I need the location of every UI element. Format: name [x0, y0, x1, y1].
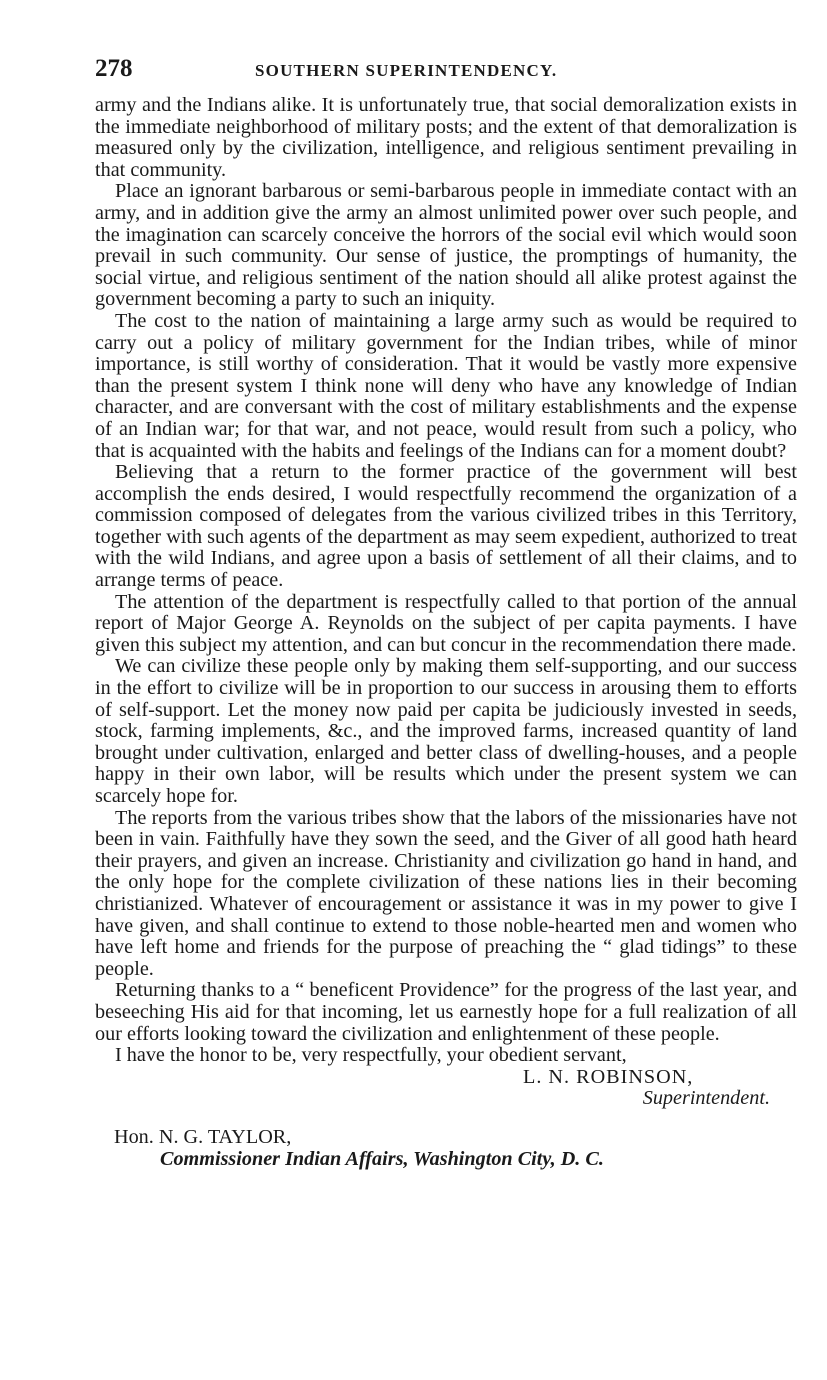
closing-line: I have the honor to be, very respectfully, your obedient servant,: [115, 1044, 627, 1067]
paragraph-7: The reports from the various tribes show that the labors of the missionaries have not been in vain. Faithfully have they sown the seed, and the Giver of all good hath heard their prayers, and given an increase. Christianity and civilization go hand in hand, and the only hope for the complete civilization of these nations lies in their becoming christianized. Whatever of encouragement or assistance it was in my power to give I have given, and shall continue to extend to those noble-hearted men and women who have left home and friends for the purpose of preaching the “ glad tidings” to these people.: [95, 806, 797, 980]
running-head: [95, 55, 797, 87]
body-text: [95, 95, 797, 1045]
page-number: 278: [95, 55, 133, 82]
paragraph-2: Place an ignorant barbarous or semi-barbarous people in immediate contact with an army, and in addition give the army an almost unlimited power over such people, and the imagination can scarcely conceive the horrors of the social evil which would soon prevail in such community. Our sense of justice, the promptings of humanity, the social virtue, and religious sentiment of the nation should all alike protest against the government becoming a party to such an iniquity.: [95, 180, 797, 311]
addressee-title: Commissioner Indian Affairs, Washington City, D. C.: [160, 1147, 604, 1170]
paragraph-3: The cost to the nation of maintaining a large army such as would be required to carry out a policy of military government for the Indian tribes, while of minor importance, is still worthy of consideration. That it would be vastly more expensive than the present system I think none will deny who have any knowledge of Indian character, and are conversant with the cost of military establishments and the expense of an Indian war; for that war, and not peace, would result from such a policy, who that is acquainted with the habits and feelings of the Indians can for a moment doubt?: [95, 309, 797, 462]
paragraph-1: army and the Indians alike. It is unfortunately true, that social demoralization exists in the immediate neighborhood of military posts; and the extent of that demoralization is measured only by the civilization, intelligence, and religious sentiment prevailing in that community.: [95, 94, 797, 181]
paragraph-8: Returning thanks to a “ beneficent Providence” for the progress of the last year, and beseeching His aid for that incoming, let us earnestly hope for a full realization of all our efforts looking toward the civilization and enlightenment of these people.: [95, 979, 797, 1045]
document-page: [95, 55, 797, 1170]
signer-title: Superintendent.: [642, 1087, 770, 1110]
paragraph-4: Believing that a return to the former practice of the government will best accomplish the ends desired, I would respectfully recommend the organization of a commission composed of delegates from the various civilized tribes in this Territory, together with such agents of the department as may seem expedient, authorized to treat with the wild Indians, and agree upon a basis of settlement of all their claims, and to arrange terms of peace.: [95, 461, 797, 592]
paragraph-5: The attention of the department is respectfully called to that portion of the annual report of Major George A. Reynolds on the subject of per capita payments. I have given this subject my attention, and can but concur in the recommendation there made.: [95, 590, 797, 656]
signature-block: [95, 1045, 797, 1170]
addressee-name: Hon. N. G. TAYLOR,: [114, 1125, 292, 1148]
signer-name: L. N. ROBINSON,: [523, 1065, 694, 1088]
paragraph-6: We can civilize these people only by making them self-supporting, and our success in the effort to civilize will be in proportion to our success in arousing them to efforts of self-support. Let the money now paid per capita be judiciously invested in seeds, stock, farming implements, &c., and the improved farms, increased quantity of land brought under cultivation, enlarged and better class of dwelling-houses, and a people happy in their own labor, will be results which under the present system we can scarcely hope for.: [95, 655, 797, 807]
running-head-title: SOUTHERN SUPERINTENDENCY.: [255, 61, 558, 80]
